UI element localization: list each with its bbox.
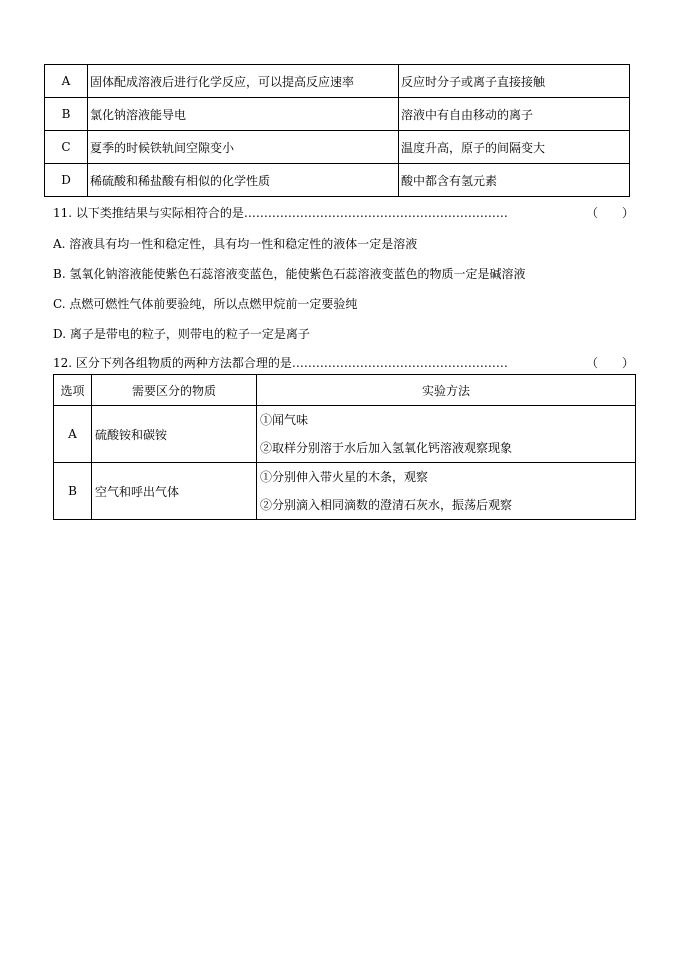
table-row [54, 463, 636, 520]
table-row [45, 131, 630, 164]
method-1: ①分别伸入带火星的木条，观察 [260, 470, 429, 484]
option-label: B [45, 98, 88, 131]
q11-option-c: C. 点燃可燃性气体前要验纯，所以点燃甲烷前一定要验纯 [53, 297, 358, 311]
table-header-row [54, 375, 636, 406]
option-label: D [45, 164, 88, 197]
explanation-cell: 酸中都含有氢元素 [399, 164, 630, 197]
option-label: A [45, 65, 88, 98]
question-12-text: 12. 区分下列各组物质的两种方法都合理的是……………………………………………… [53, 356, 508, 370]
header-substances: 需要区分的物质 [92, 375, 257, 406]
table-row [54, 406, 636, 463]
table-row [45, 164, 630, 197]
option-label: A [54, 406, 92, 463]
method-1: ①闻气味 [260, 413, 309, 427]
explanation-cell: 温度升高，原子的间隔变大 [399, 131, 630, 164]
q11-option-d: D. 离子是带电的粒子，则带电的粒子一定是离子 [53, 327, 310, 341]
fact-cell: 氯化钠溶液能导电 [88, 98, 399, 131]
fact-cell: 夏季的时候铁轨间空隙变小 [88, 131, 399, 164]
methods-cell [257, 406, 636, 463]
q11-option-a: A. 溶液具有均一性和稳定性，具有均一性和稳定性的液体一定是溶液 [53, 237, 418, 251]
fact-cell: 稀硫酸和稀盐酸有相似的化学性质 [88, 164, 399, 197]
distinguish-methods-table [53, 374, 636, 520]
method-2: ②取样分别溶于水后加入氢氧化钙溶液观察现象 [260, 441, 513, 455]
table-row [45, 65, 630, 98]
methods-cell [257, 463, 636, 520]
header-option: 选项 [54, 375, 92, 406]
table-row [45, 98, 630, 131]
answer-blank: （ ） [586, 206, 635, 220]
explanation-cell: 反应时分子或离子直接接触 [399, 65, 630, 98]
comparison-table [44, 64, 630, 197]
header-methods: 实验方法 [257, 375, 636, 406]
method-2: ②分别滴入相同滴数的澄清石灰水，振荡后观察 [260, 498, 513, 512]
substances-cell: 空气和呼出气体 [92, 463, 257, 520]
explanation-cell: 溶液中有自由移动的离子 [399, 98, 630, 131]
option-label: C [45, 131, 88, 164]
option-label: B [54, 463, 92, 520]
substances-cell: 硫酸铵和碳铵 [92, 406, 257, 463]
q11-option-b: B. 氢氧化钠溶液能使紫色石蕊溶液变蓝色，能使紫色石蕊溶液变蓝色的物质一定是碱溶液 [53, 267, 526, 281]
answer-blank: （ ） [586, 356, 635, 370]
fact-cell: 固体配成溶液后进行化学反应，可以提高反应速率 [88, 65, 399, 98]
question-11-text: 11. 以下类推结果与实际相符合的是………………………………………………………… [53, 206, 508, 220]
